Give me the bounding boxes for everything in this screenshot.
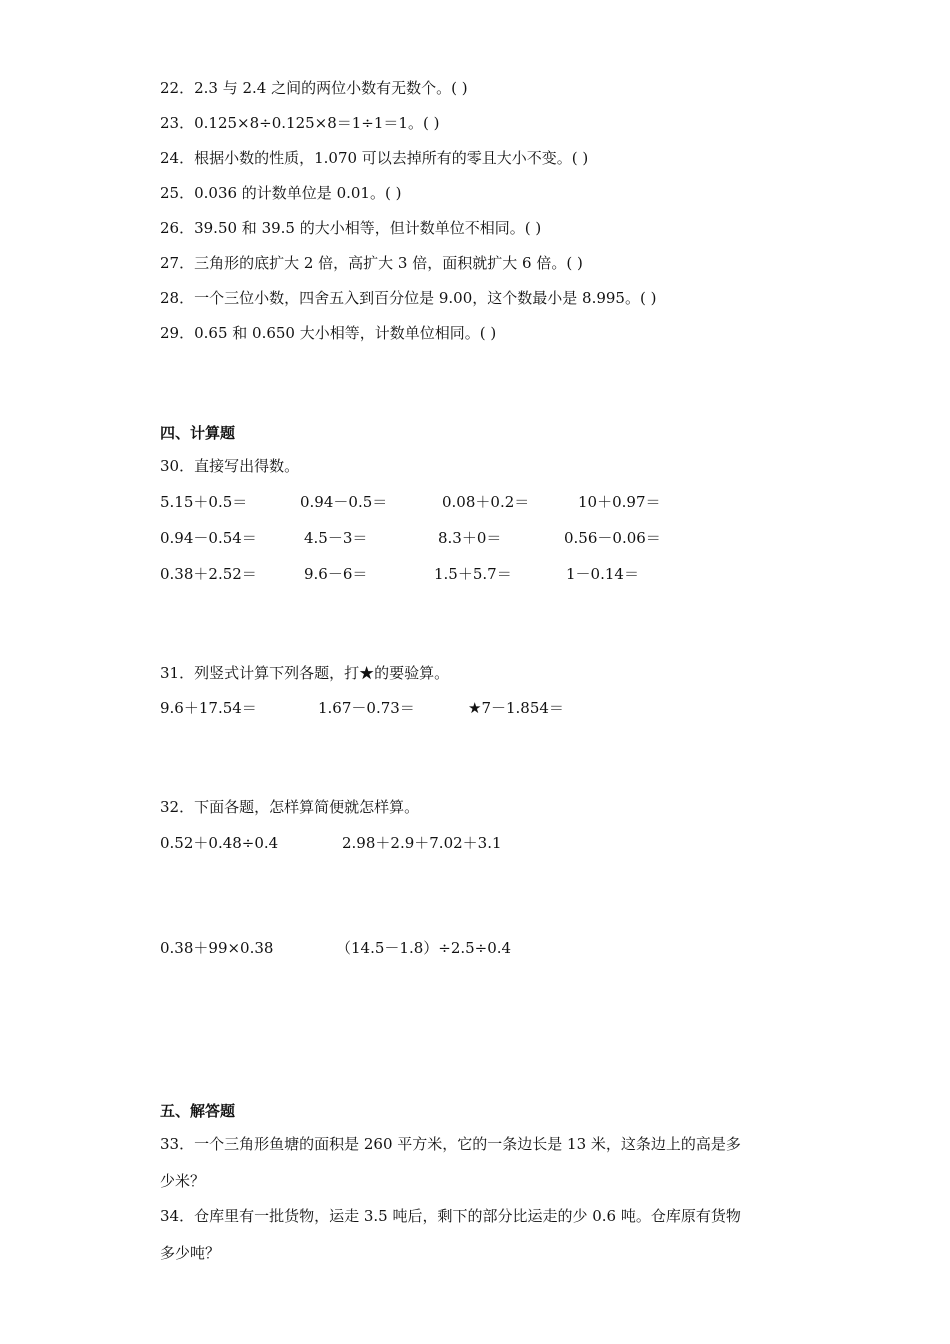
- question-33-line2: 少米？: [160, 1172, 206, 1190]
- q32-expression: 0.38＋99×0.38: [160, 939, 274, 957]
- q30-expression: 1－0.14＝: [566, 565, 639, 583]
- q30-expression: 0.38＋2.52＝: [160, 565, 257, 583]
- q30-expression: 0.56－0.06＝: [564, 529, 661, 547]
- question-26: 26．39.50 和 39.5 的大小相等，但计数单位不相同。( ): [160, 219, 542, 237]
- q31-expression: 9.6＋17.54＝: [160, 699, 257, 717]
- section-4-title: 四、计算题: [160, 424, 236, 442]
- question-22: 22．2.3 与 2.4 之间的两位小数有无数个。( ): [160, 79, 468, 97]
- question-28: 28．一个三位小数，四舍五入到百分位是 9.00，这个数最小是 8.995。( ): [160, 289, 657, 307]
- question-30-prompt: 30．直接写出得数。: [160, 457, 300, 475]
- q32-expression: （14.5－1.8）÷2.5÷0.4: [336, 939, 512, 957]
- q30-expression: 9.6－6＝: [304, 565, 368, 583]
- q30-expression: 0.08＋0.2＝: [442, 493, 530, 511]
- q30-expression: 0.94－0.54＝: [160, 529, 257, 547]
- question-25: 25．0.036 的计数单位是 0.01。( ): [160, 184, 402, 202]
- question-29: 29．0.65 和 0.650 大小相等，计数单位相同。( ): [160, 324, 497, 342]
- q30-expression: 0.94－0.5＝: [300, 493, 388, 511]
- question-27: 27．三角形的底扩大 2 倍，高扩大 3 倍，面积就扩大 6 倍。( ): [160, 254, 583, 272]
- q32-expression: 2.98＋2.9＋7.02＋3.1: [342, 834, 502, 852]
- q30-expression: 8.3＋0＝: [438, 529, 502, 547]
- question-31-prompt: 31．列竖式计算下列各题，打★的要验算。: [160, 664, 450, 682]
- q30-expression: 10＋0.97＝: [578, 493, 661, 511]
- question-34-line2: 多少吨？: [160, 1244, 221, 1262]
- question-34-line1: 34．仓库里有一批货物，运走 3.5 吨后，剩下的部分比运走的少 0.6 吨。仓库原有货物: [160, 1207, 741, 1225]
- question-23: 23．0.125×8÷0.125×8＝1÷1＝1。( ): [160, 114, 440, 132]
- q30-expression: 4.5－3＝: [304, 529, 368, 547]
- question-33-line1: 33．一个三角形鱼塘的面积是 260 平方米，它的一条边长是 13 米，这条边上的高是多: [160, 1135, 741, 1153]
- question-32-prompt: 32．下面各题，怎样算简便就怎样算。: [160, 798, 420, 816]
- question-24: 24．根据小数的性质，1.070 可以去掉所有的零且大小不变。( ): [160, 149, 589, 167]
- q30-expression: 1.5＋5.7＝: [434, 565, 512, 583]
- q31-expression: 1.67－0.73＝: [318, 699, 415, 717]
- q31-expression: ★7－1.854＝: [468, 699, 564, 717]
- q32-expression: 0.52＋0.48÷0.4: [160, 834, 279, 852]
- q30-expression: 5.15＋0.5＝: [160, 493, 248, 511]
- section-5-title: 五、解答题: [160, 1102, 236, 1120]
